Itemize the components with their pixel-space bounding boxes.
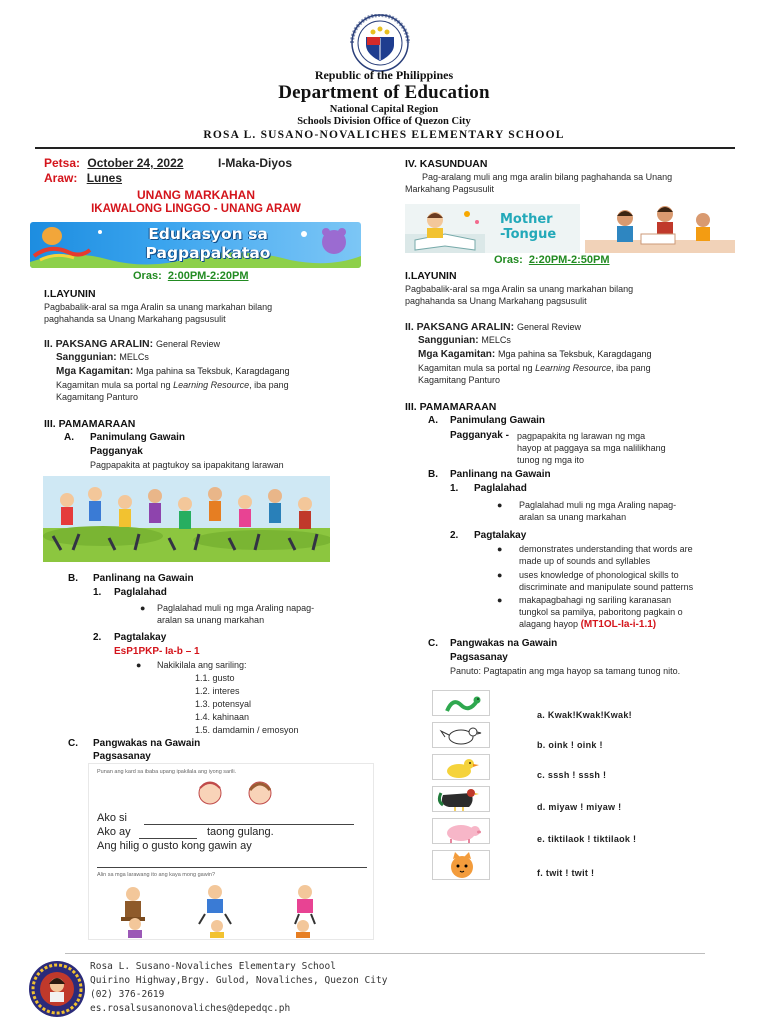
esp-sanggunian-value: MELCs: [119, 352, 149, 362]
mt-paksang-title: II. PAKSANG ARALIN:: [405, 321, 515, 333]
araw-value: Lunes: [86, 171, 123, 185]
bullet-icon: ●: [497, 544, 503, 554]
worksheet-question: Alin sa mga larawang ito ang kaya mong gawin?: [97, 872, 216, 878]
children-playing-image: [43, 476, 330, 562]
esp-kagamitan-value-3: Kagamitang Panturo: [56, 392, 139, 402]
worksheet-blank: [139, 838, 197, 839]
mother-tongue-banner: [405, 204, 580, 253]
esp-sanggunian-label: Sanggunian:: [56, 352, 117, 363]
esp-pagsasanay-label: Pagsasanay: [93, 751, 151, 762]
pig-icon: [433, 819, 491, 845]
snake-picture: [432, 690, 490, 716]
deped-seal-icon: [343, 14, 417, 72]
mt-b2-code: (MT1OL-Ia-i-1.1): [580, 619, 657, 630]
mt-oras-row: [494, 254, 610, 266]
mt-kagamitan-value-3: Kagamitang Panturo: [418, 375, 501, 385]
bullet-icon: ●: [497, 595, 503, 605]
mt-b1-text-2: aralan sa unang markahan: [519, 512, 627, 522]
cat-icon: [433, 851, 491, 881]
petsa-value: October 24, 2022: [87, 156, 184, 170]
esp-c-title: Pangwakas na Gawain: [93, 738, 201, 749]
esp-kagamitan-label: Mga Kagamitan:: [56, 366, 134, 377]
header-divider: [35, 147, 735, 149]
esp-b1-num: 1.: [93, 587, 102, 598]
esp-b2-item: 1.4. kahinaan: [195, 712, 250, 722]
esp-b1-text-1: Paglalahad muli ng mga Araling napag-: [157, 603, 315, 613]
worksheet-line-2b: taong gulang.: [207, 826, 274, 838]
esp-oras-row: [133, 270, 249, 282]
kasunduan-text-2: Markahang Pagsusulit: [405, 184, 495, 194]
esp-pamamaraan-title: III. PAMAMARAAN: [44, 418, 136, 430]
rooster-picture: [432, 786, 490, 812]
esp-paksang-value: General Review: [156, 339, 221, 349]
esp-kagamitan-part-a: Kagamitan mula sa portal ng: [56, 380, 174, 390]
esp-kagamitan-part-c: , iba pang: [249, 380, 289, 390]
esp-layunin-title: I.LAYUNIN: [44, 288, 96, 300]
mt-pagsasanay-label: Pagsasanay: [450, 652, 508, 663]
mt-b2-bullet-2b: discriminate and manipulate sound patterns: [519, 582, 694, 592]
mt-b2-title: Pagtalakay: [474, 530, 527, 541]
esp-b1-text-2: aralan sa unang markahan: [157, 615, 265, 625]
worksheet-line-3: Ang hilig o gusto kong gawin ay: [97, 840, 252, 852]
bullet-icon: ●: [497, 570, 503, 580]
snake-icon: [433, 691, 491, 717]
division-label: Schools Division Office of Quezon City: [297, 116, 471, 127]
worksheet-blank: [144, 824, 354, 825]
mother-tongue-title: [500, 212, 556, 242]
araw-row: [44, 171, 122, 185]
sound-option: c. sssh ! sssh !: [537, 770, 607, 780]
esp-layunin-text-1: Pagbabalik-aral sa mga Aralin sa unang markahan bilang: [44, 302, 273, 312]
esp-oras-value: 2:00PM-2:20PM: [167, 270, 249, 282]
sound-option: f. twit ! twit !: [537, 868, 595, 878]
araw-label: Araw:: [44, 171, 78, 185]
mt-kagamitan-label: Mga Kagamitan:: [418, 349, 496, 360]
week-title: IKAWALONG LINGGO - UNANG ARAW: [91, 203, 301, 215]
cat-picture: [432, 850, 490, 880]
mt-b2-bullet-2a: uses knowledge of phonological skills to: [519, 570, 679, 580]
mt-kagamitan-value-2: [418, 363, 651, 375]
republic-label: Republic of the Philippines: [314, 68, 454, 82]
bullet-icon: ●: [140, 603, 146, 613]
mt-b2-num: 2.: [450, 530, 459, 541]
esp-oras-label: Oras:: [133, 270, 162, 282]
mt-b2-bullet-1a: demonstrates understanding that words are: [519, 544, 693, 554]
mt-oras-label: Oras:: [494, 254, 523, 266]
sound-option: d. miyaw ! miyaw !: [537, 802, 622, 812]
sound-option: a. Kwak!Kwak!Kwak!: [537, 710, 632, 720]
mt-c-title: Pangwakas na Gawain: [450, 638, 558, 649]
rooster-icon: [433, 787, 491, 813]
mt-pagganyak-text-2: hayop at paggaya sa mga nalilikhang: [517, 443, 666, 453]
esp-sanggunian-row: [56, 352, 149, 363]
mt-b1-num: 1.: [450, 483, 459, 494]
department-title: Department of Education: [278, 82, 490, 103]
petsa-label: Petsa:: [44, 156, 81, 170]
pig-picture: [432, 818, 490, 844]
esp-banner-title-line1: Edukasyon sa: [148, 225, 268, 243]
mt-kagamitan-part-a: Kagamitan mula sa portal ng: [418, 363, 536, 373]
esp-c-label: C.: [68, 738, 78, 749]
mt-sanggunian-label: Sanggunian:: [418, 335, 479, 346]
esp-b2-num: 2.: [93, 632, 102, 643]
esp-kagamitan-row: [56, 366, 289, 377]
mt-b-label: B.: [428, 469, 438, 480]
worksheet-instruction: Punan ang kard sa ibaba upang ipakilala ang iyong sarili.: [97, 769, 237, 775]
week-day-label: I-Maka-Diyos: [218, 156, 293, 170]
mt-b2-bullet-3c: alagang hayop: [519, 619, 581, 629]
esp-pagganyak-text: Pagpapakita at pagtukoy sa ipapakitang larawan: [90, 460, 284, 470]
mt-a-label: A.: [428, 415, 438, 426]
mt-b1-text-1: Paglalahad muli ng mga Araling napag-: [519, 500, 677, 510]
kasunduan-text-1: Pag-aralang muli ang mga aralin bilang paghahanda sa Unang: [422, 172, 673, 182]
esp-b1-title: Paglalahad: [114, 587, 167, 598]
kasunduan-title: IV. KASUNDUAN: [405, 158, 488, 170]
bullet-icon: ●: [497, 500, 503, 510]
esp-paksang-row: [44, 338, 220, 350]
esp-b2-item: 1.2. interes: [195, 686, 240, 696]
mt-panuto-text: Panuto: Pagtapatin ang mga hayop sa tamang tunog nito.: [450, 666, 681, 676]
bird-icon: [433, 723, 491, 749]
mt-pagganyak-text-3: tunog ng mga ito: [517, 455, 585, 465]
esp-b2-item: 1.3. potensyal: [195, 699, 252, 709]
footer-email[interactable]: es.rosalsusanonovaliches@depedqc.ph: [90, 1003, 291, 1014]
mt-layunin-title: I.LAYUNIN: [405, 270, 457, 282]
school-logo-icon: [28, 960, 86, 1018]
esp-banner-title: [118, 225, 298, 263]
esp-pagganyak-label: Pagganyak: [90, 446, 143, 457]
mt-paksang-row: [405, 321, 581, 333]
quarter-title: UNANG MARKAHAN: [137, 188, 255, 202]
petsa-row: [44, 156, 183, 170]
activity-pictures-icon: [115, 884, 355, 938]
mt-b2-bullet-1b: made up of sounds and syllables: [519, 556, 651, 566]
mt-pagganyak-label: Pagganyak -: [450, 430, 509, 441]
footer-phone: (02) 376-2619: [90, 989, 165, 1000]
mt-layunin-text-2: paghahanda sa Unang Markahang pagsusulit: [405, 296, 587, 306]
esp-subject-banner: [30, 222, 361, 268]
sound-option: e. tiktilaok ! tiktilaok !: [537, 834, 637, 844]
duck-icon: [433, 755, 491, 781]
mt-kagamitan-part-b: Learning Resource: [535, 363, 612, 373]
worksheet-line-1: Ako si: [97, 812, 127, 824]
esp-b2-code: EsP1PKP- Ia-b – 1: [114, 646, 200, 657]
bird-outline-picture: [432, 722, 490, 748]
mt-title-line2: -Tongue: [500, 227, 557, 242]
esp-layunin-text-2: paghahanda sa Unang Markahang pagsusulit: [44, 314, 226, 324]
mt-b2-bullet-3c-row: [519, 619, 656, 631]
esp-b-title: Panlinang na Gawain: [93, 573, 194, 584]
mt-b2-bullet-3a: makapagbahagi ng sariling karanasan: [519, 595, 672, 605]
bullet-icon: ●: [136, 660, 142, 670]
mt-b1-title: Paglalahad: [474, 483, 527, 494]
mt-sanggunian-row: [418, 335, 511, 346]
footer-address: Quirino Highway,Brgy. Gulod, Novaliches, Quezon City: [90, 975, 388, 986]
esp-a-label: A.: [64, 432, 74, 443]
esp-b2-item: 1.1. gusto: [195, 673, 235, 683]
mt-pamamaraan-title: III. PAMAMARAAN: [405, 401, 497, 413]
mt-sanggunian-value: MELCs: [481, 335, 511, 345]
worksheet-blank: [97, 867, 367, 868]
esp-b2-item: 1.5. damdamin / emosyon: [195, 725, 299, 735]
region-label: National Capital Region: [329, 104, 439, 115]
sound-option: b. oink ! oink !: [537, 740, 603, 750]
esp-b2-text: Nakikilala ang sariling:: [157, 660, 247, 670]
esp-worksheet-image: [88, 763, 374, 940]
mt-layunin-text-1: Pagbabalik-aral sa mga Aralin sa unang markahan bilang: [405, 284, 634, 294]
duck-picture: [432, 754, 490, 780]
mt-paksang-value: General Review: [517, 322, 582, 332]
esp-paksang-title: II. PAKSANG ARALIN:: [44, 338, 154, 350]
footer-divider: [65, 953, 705, 954]
mt-kagamitan-part-c: , iba pang: [611, 363, 651, 373]
esp-a-title: Panimulang Gawain: [90, 432, 186, 443]
family-reading-image: [585, 204, 735, 253]
mt-a-title: Panimulang Gawain: [450, 415, 546, 426]
esp-kagamitan-value-1: Mga pahina sa Teksbuk, Karagdagang: [136, 366, 290, 376]
mt-title-line1: Mother: [500, 212, 553, 227]
mt-kagamitan-row: [418, 349, 651, 360]
esp-banner-title-line2: Pagpapakatao: [145, 244, 271, 262]
mt-kagamitan-value-1: Mga pahina sa Teksbuk, Karagdagang: [498, 349, 652, 359]
mt-oras-value: 2:20PM-2:50PM: [528, 254, 610, 266]
mt-b2-bullet-3b: tungkol sa pamilya, paboritong pagkain o: [519, 607, 683, 617]
esp-b-label: B.: [68, 573, 78, 584]
footer-school-name: Rosa L. Susano-Novaliches Elementary School: [90, 961, 336, 972]
esp-b2-title: Pagtalakay: [114, 632, 167, 643]
school-name: ROSA L. SUSANO-NOVALICHES ELEMENTARY SCHOOL: [203, 129, 565, 141]
esp-kagamitan-value-2: [56, 380, 289, 392]
worksheet-line-2a: Ako ay: [97, 826, 131, 838]
mt-c-label: C.: [428, 638, 438, 649]
esp-kagamitan-part-b: Learning Resource: [173, 380, 250, 390]
mt-pagganyak-text-1: pagpapakita ng larawan ng mga: [517, 431, 646, 441]
faces-icon: [185, 780, 295, 806]
mt-b-title: Panlinang na Gawain: [450, 469, 551, 480]
